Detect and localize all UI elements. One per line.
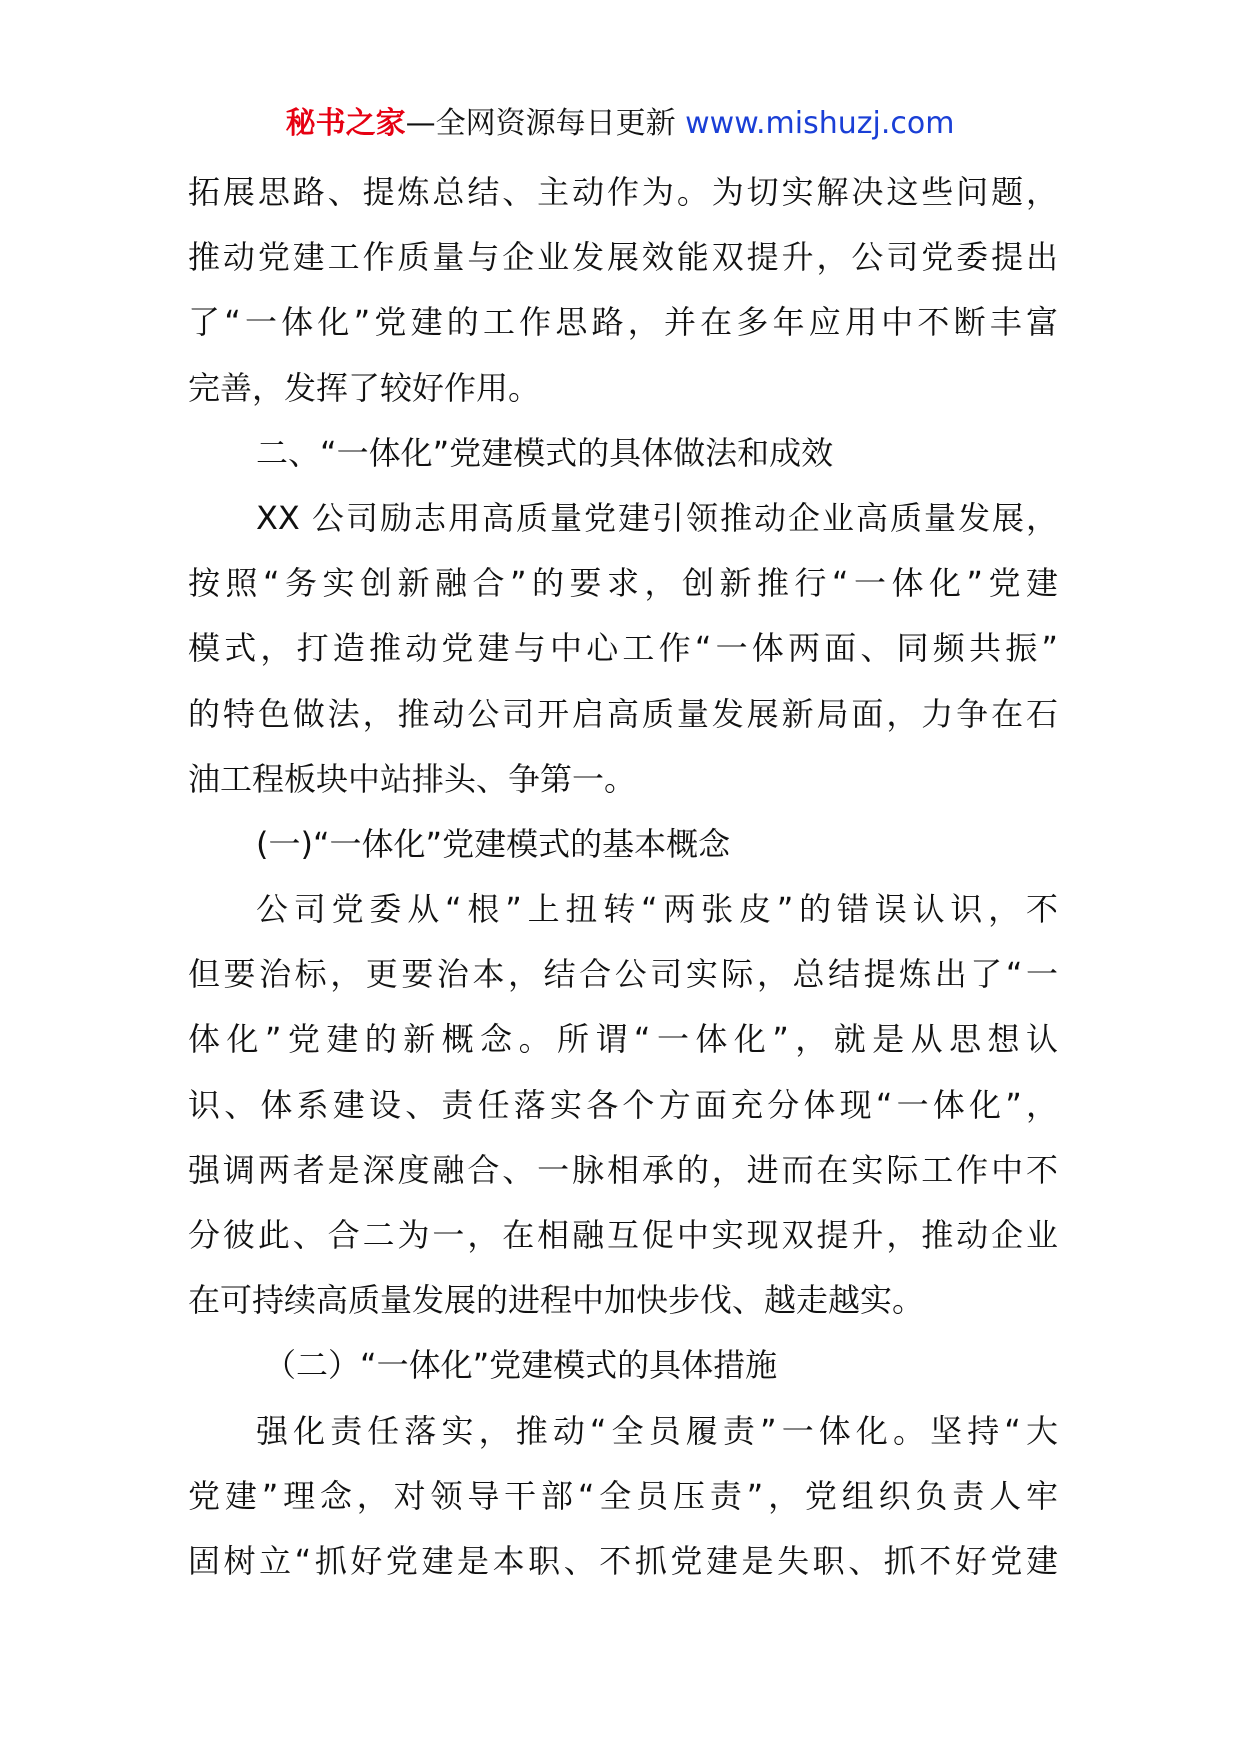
paragraph-line: 按照“务实创新融合”的要求，创新推行“一体化”党建 xyxy=(188,564,1058,603)
website-url: www.mishuzj.com xyxy=(685,106,955,141)
paragraph-line: 体化”党建的新概念。所谓“一体化”，就是从思想认 xyxy=(188,1020,1058,1059)
paragraph-line: 强化责任落实，推动“全员履责”一体化。坚持“大 xyxy=(256,1411,1058,1450)
paragraph-line: 公司党委从“根”上扭转“两张皮”的错误认识，不 xyxy=(256,890,1058,929)
paragraph-line: 拓展思路、提炼总结、主动作为。为切实解决这些问题， xyxy=(188,173,1058,211)
paragraph-line: 的特色做法，推动公司开启高质量发展新局面，力争在石 xyxy=(188,694,1058,733)
paragraph-line: 但要治标，更要治本，结合公司实际，总结提炼出了“一 xyxy=(188,955,1058,994)
paragraph-line: 固树立“抓好党建是本职、不抓党建是失职、抓不好党建 xyxy=(188,1541,1058,1580)
paragraph-line: 识、体系建设、责任落实各个方面充分体现“一体化”， xyxy=(188,1085,1058,1124)
paragraph-line: XX 公司励志用高质量党建引领推动企业高质量发展， xyxy=(256,498,1058,537)
watermark-header xyxy=(0,102,1240,146)
subsection-heading: （二）“一体化”党建模式的具体措施 xyxy=(264,1346,778,1385)
paragraph-line: 了“一体化”党建的工作思路，并在多年应用中不断丰富 xyxy=(188,303,1058,342)
document-body xyxy=(188,160,1058,1594)
paragraph-line: 完善，发挥了较好作用。 xyxy=(188,368,541,407)
paragraph-line: 分彼此、合二为一，在相融互促中实现双提升，推动企业 xyxy=(188,1216,1058,1254)
paragraph-line: 推动党建工作质量与企业发展效能双提升，公司党委提出 xyxy=(188,238,1058,277)
paragraph-line: 强调两者是深度融合、一脉相承的，进而在实际工作中不 xyxy=(188,1150,1058,1189)
brand-name: 秘书之家 xyxy=(285,106,406,141)
subsection-heading: (一)“一体化”党建模式的基本概念 xyxy=(256,824,731,863)
paragraph-line: 模式，打造推动党建与中心工作“一体两面、同频共振” xyxy=(188,629,1058,668)
section-heading: 二、“一体化”党建模式的具体做法和成效 xyxy=(256,433,834,472)
header-slogan: —全网资源每日更新 xyxy=(405,106,686,141)
paragraph-line: 党建”理念，对领导干部“全员压责”，党组织负责人牢 xyxy=(188,1476,1058,1515)
paragraph-line: 油工程板块中站排头、争第一。 xyxy=(188,759,637,798)
paragraph-line: 在可持续高质量发展的进程中加快步伐、越走越实。 xyxy=(188,1281,925,1320)
